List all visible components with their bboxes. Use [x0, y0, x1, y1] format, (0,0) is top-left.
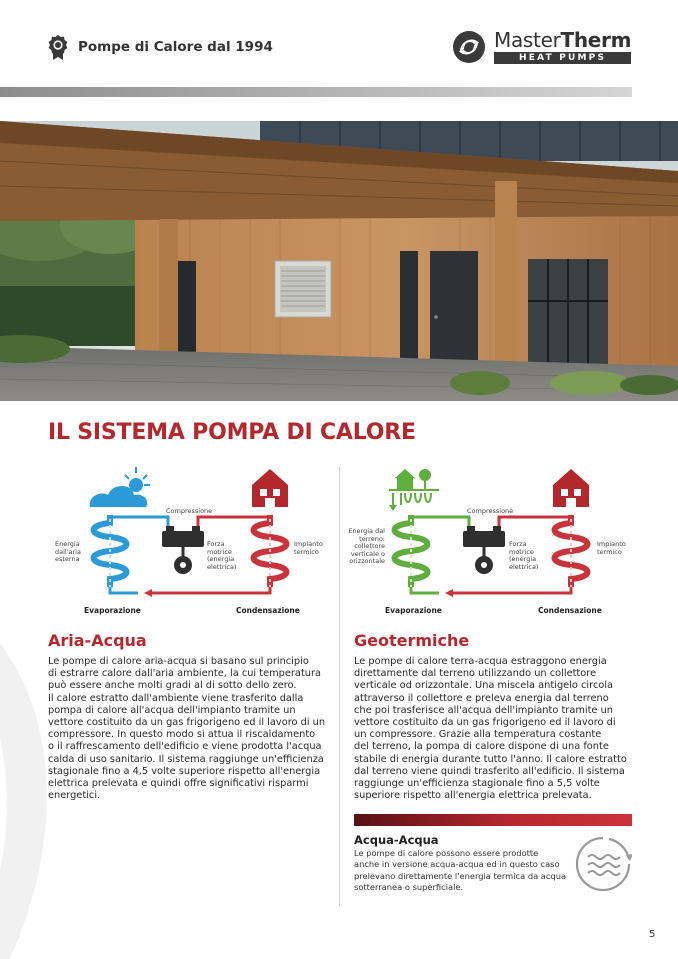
left-source-line: Energia [55, 540, 80, 548]
logo-wordmark [494, 30, 631, 64]
left-system-line: Impianto [294, 540, 323, 548]
text-line: Le pompe di calore terra-acqua estraggono energia [354, 656, 607, 667]
left-motor-line: Forza [207, 540, 225, 548]
logo-subtitle: HEAT PUMPS [494, 52, 631, 64]
text-line: verticale od orizzontale. Una miscela antigelo circola [354, 680, 614, 692]
text-line: pompa di calore all'acqua dell'impianto tramite un [48, 704, 296, 716]
header-gray-bar [0, 87, 632, 97]
aria-acqua-title: Aria-Acqua [48, 631, 147, 650]
text-line: un compressore. Grazie alla temperatura costante [354, 729, 602, 741]
text-line: raggiunge un'efficienza stagionale fino a 5,5 volte [354, 778, 600, 790]
acqua-acqua-red-bar [354, 814, 632, 826]
left-motor-label [207, 541, 236, 571]
acqua-acqua-title: Acqua-Acqua [354, 833, 439, 847]
left-motor-line: (energia [207, 555, 235, 563]
compressor-icon [162, 526, 204, 574]
house-icon [252, 469, 288, 507]
right-motor-line: Forza [509, 540, 527, 548]
text-line: energetici. [48, 790, 101, 802]
page-number: 5 [649, 929, 656, 940]
left-system-label [294, 541, 323, 556]
right-source-line: orizzontale [349, 557, 385, 565]
text-line: direttamente dal terreno utilizzando un collettore [354, 668, 597, 680]
house-icon [553, 469, 589, 507]
text-line: vettore costituito da un gas frigorigeno ed il lavoro di [354, 717, 616, 729]
logo-master: Master [494, 28, 561, 52]
text-line: anche in versione acqua-acqua ed in questo caso [354, 859, 560, 870]
cloud-sun-icon [90, 467, 150, 507]
left-system-line: termico [294, 547, 319, 556]
text-line: superiore rispetto all'energia elettrica prelevata. [354, 790, 592, 802]
aria-acqua-text [48, 656, 334, 802]
geotermiche-text [354, 656, 644, 802]
right-system-label [597, 541, 626, 556]
left-motor-line: motrice [207, 547, 232, 556]
house-photo [0, 121, 678, 401]
column-divider [339, 466, 340, 906]
right-source-label [347, 528, 385, 566]
text-line: stabile di energia durante tutto l'anno. Il calore estratto [354, 753, 627, 765]
right-system-line: Impianto [597, 540, 626, 548]
text-line: Le pompe di calore possono essere prodotte [354, 848, 539, 858]
acqua-acqua-text [354, 848, 574, 894]
header-tagline-group [48, 34, 273, 60]
left-motor-line: elettrica) [207, 562, 237, 571]
text-line: compressore. In questo modo si attua il riscaldamento [48, 729, 316, 741]
text-line: vettore costituito da un gas frigorigeno ed il lavoro di un [48, 717, 326, 729]
left-source-line: dall'aria [55, 547, 81, 556]
right-system-line: termico [597, 547, 622, 556]
main-title: IL SISTEMA POMPA DI CALORE [48, 420, 416, 445]
right-condensation-label: Condensazione [538, 606, 602, 615]
right-motor-label [509, 541, 538, 571]
geotermiche-title: Geotermiche [354, 631, 470, 650]
left-condensation-label: Condensazione [236, 606, 300, 615]
text-line: sotterranea o superficiale. [354, 882, 464, 893]
right-compression-label: Compressione [467, 507, 514, 515]
left-evaporation-label: Evaporazione [84, 606, 141, 615]
header-tagline: Pompe di Calore dal 1994 [78, 39, 273, 55]
logo-name [494, 30, 631, 50]
right-source-line: Energia dal [348, 527, 385, 535]
water-waves-icon [574, 835, 632, 893]
award-badge-icon [48, 34, 68, 60]
right-source-line: terreno: [359, 534, 385, 543]
text-line: di estrarre calore dall'aria ambiente, la cui temperatura [48, 668, 322, 680]
right-motor-line: motrice [509, 547, 534, 556]
logo-therm: Therm [560, 28, 632, 52]
text-line: Il calore estratto dall'ambiente viene trasferito dalla [48, 692, 304, 704]
text-line: del terreno, la pompa di calore dispone di una fonte [354, 741, 609, 753]
mastertherm-logo[interactable] [452, 30, 631, 64]
text-line: può essere anche molti gradi al di sotto dello zero. [48, 680, 297, 692]
right-motor-line: elettrica) [509, 562, 539, 571]
compressor-icon [463, 526, 505, 574]
right-evaporation-label: Evaporazione [385, 606, 442, 615]
text-line: elettrica prelevata e quindi offre significativi risparmi [48, 778, 309, 790]
aria-acqua-diagram [48, 463, 328, 623]
right-source-line: collettore [354, 542, 385, 550]
text-line: attraverso il collettore e preleva energia dal terreno [354, 692, 609, 704]
text-line: dal terreno viene quindi trasferito all'edificio. Il sistema [354, 765, 625, 777]
earth-collector-icon [389, 469, 439, 511]
text-line: prelevano direttamente l'energia termica da acqua [354, 870, 567, 881]
left-compression-label: Compressione [166, 507, 213, 515]
mastertherm-swirl-icon [452, 30, 486, 64]
text-line: stagionale fino a 4,5 volte superiore rispetto all'energia [48, 765, 321, 777]
text-line: che poi trasferisce all'acqua dell'impianto tramite un [354, 704, 613, 716]
text-line: calda di uso sanitario. Il sistema raggiunge un'efficienza [48, 753, 324, 765]
left-source-line: esterna [55, 555, 80, 563]
left-source-label [55, 541, 81, 564]
text-line: o il raffrescamento dell'edificio e viene prodotta l'acqua [48, 741, 322, 753]
text-line: Le pompe di calore aria-acqua si basano sul principio [48, 656, 309, 667]
geotermiche-diagram [349, 463, 632, 623]
right-source-line: verticale o [350, 549, 385, 558]
right-motor-line: (energia [509, 555, 537, 563]
